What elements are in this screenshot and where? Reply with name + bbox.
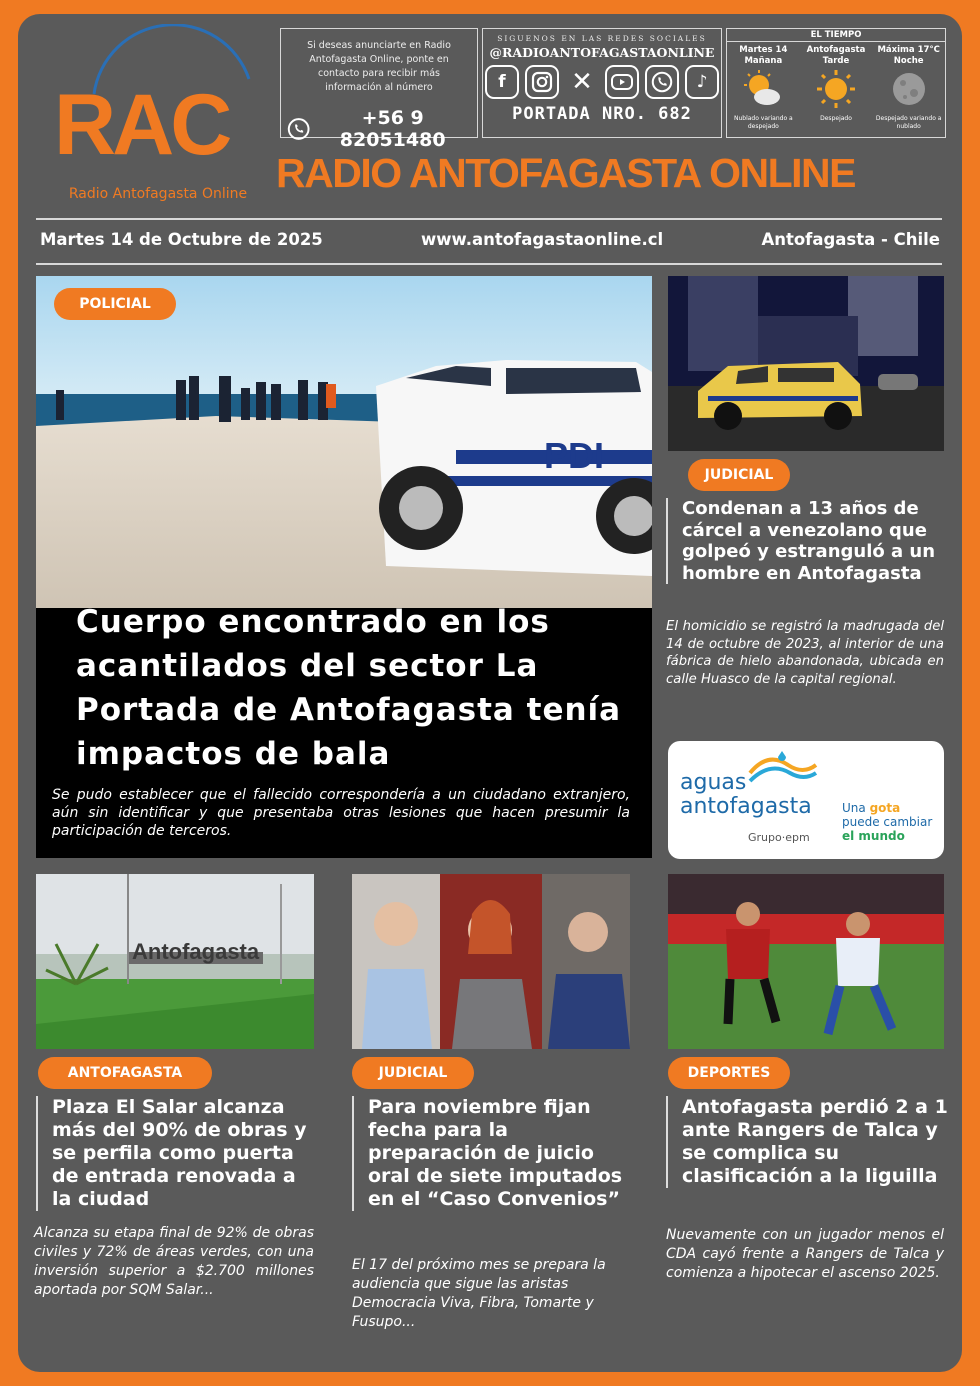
story-lead: Nuevamente con un jugador menos el CDA cayó frente a Rangers de Talca y comienza a hipotecar el ascenso 2025. [666,1227,944,1281]
weather-label: Máxima 17°C Noche [877,45,940,66]
social-box [482,28,722,138]
social-handle[interactable]: @RADIOANTOFAGASTAONLINE [489,45,715,60]
side-story-photo[interactable] [668,276,944,451]
weather-label: Martes 14 Mañana [739,45,788,66]
side-story-headline[interactable]: Condenan a 13 años de cárcel a venezolano que golpeó y estranguló a un hombre en Antofagasta [666,498,946,584]
sun-cloud-icon [743,69,783,109]
social-icons [483,65,721,99]
whatsapp-icon[interactable] [645,65,679,99]
category-tag[interactable]: JUDICIAL [352,1057,474,1089]
weather-afternoon [800,42,873,131]
sponsor-ad[interactable] [668,741,944,859]
divider [36,263,942,265]
advertise-box [280,28,478,151]
front-page [18,14,962,1372]
svg-text:Antofagasta: Antofagasta [132,939,260,964]
story-headline[interactable]: Antofagasta perdió 2 a 1 ante Rangers de Talca y se complica su clasificación a la liguilla [666,1096,948,1188]
logo-subtitle: Radio Antofagasta Online [68,186,248,202]
weather-desc: Despejado [820,115,852,122]
side-story-lead: El homicidio se registró la madrugada del 14 de octubre de 2023, al interior de una fábrica de hielo abandonada, ubicada en calle Huasco de la capital regional. [666,619,944,687]
advertise-text: Si deseas anunciarte en Radio Antofagasta Online, ponte en contacto para recibir más información al número [307,40,451,93]
story-photo-defendants[interactable] [352,874,630,1049]
weather-box [726,28,946,138]
sponsor-group: Grupo·epm [748,831,810,844]
story-lead: El 17 del próximo mes se prepara la audiencia que sigue las aristas Democracia Viva, Fibra, Tomarte y Fusupo... [352,1257,606,1330]
svg-text:RAC: RAC [54,77,229,173]
weather-desc: Nublado variando a despejado [733,115,793,130]
category-tag[interactable]: ANTOFAGASTA [38,1057,212,1089]
weather-morning [727,42,800,131]
whatsapp-icon [287,116,310,142]
issue-number: PORTADA NRO. 682 [512,104,692,124]
sponsor-name: aguas antofagasta [680,770,812,819]
issue-date: Martes 14 de Octubre de 2025 [40,230,323,249]
advertise-phone[interactable] [287,107,471,151]
rac-logo [54,24,264,184]
main-story-photo[interactable] [36,276,652,608]
instagram-icon[interactable] [525,65,559,99]
dateline [40,230,940,249]
x-icon[interactable]: ✕ [571,67,593,97]
youtube-icon[interactable] [605,65,639,99]
main-story-headline[interactable]: Cuerpo encontrado en los acantilados del sector La Portada de Antofagasta tenía impactos de bala [76,604,622,772]
moon-icon [889,69,929,109]
divider [36,218,942,220]
weather-desc: Despejado variando a nublado [875,115,942,130]
weather-night [872,42,945,131]
location: Antofagasta - Chile [761,230,940,249]
story-photo-football[interactable] [668,874,944,1049]
weather-title: EL TIEMPO [727,29,945,42]
svg-text:PDI: PDI [544,435,605,476]
website-link[interactable]: www.antofagastaonline.cl [421,230,664,249]
category-tag[interactable]: JUDICIAL [688,459,790,491]
sun-icon [816,69,856,109]
story-headline[interactable]: Para noviembre fijan fecha para la preparación de juicio oral de siete imputados en el “Caso Convenios” [352,1096,634,1211]
story-photo-plaza[interactable] [36,874,314,1049]
category-tag[interactable]: DEPORTES [668,1057,790,1089]
story-headline[interactable]: Plaza El Salar alcanza más del 90% de obras y se perfila como puerta de entrada renovada a la ciudad [36,1096,318,1211]
tiktok-icon[interactable]: ♪ [685,65,719,99]
story-lead: Alcanza su etapa final de 92% de obras civiles y 72% de áreas verdes, con una inversión superior a $2.700 millones aportada por SQM Salar... [34,1225,314,1298]
category-tag[interactable]: POLICIAL [54,288,176,320]
weather-label: Antofagasta Tarde [806,45,866,66]
sponsor-slogan: Una gota puede cambiar el mundo [842,801,933,843]
facebook-icon[interactable]: f [485,65,519,99]
masthead: RADIO ANTOFAGASTA ONLINE [276,150,855,196]
phone-number: +56 9 82051480 [339,107,446,151]
main-story-lead: Se pudo establecer que el fallecido correspondería a un ciudadano extranjero, aún sin identificar y que presentaba otras lesiones que hacen presumir la participación de terceros. [52,787,630,839]
social-heading: SIGUENOS EN LAS REDES SOCIALES [497,34,707,43]
